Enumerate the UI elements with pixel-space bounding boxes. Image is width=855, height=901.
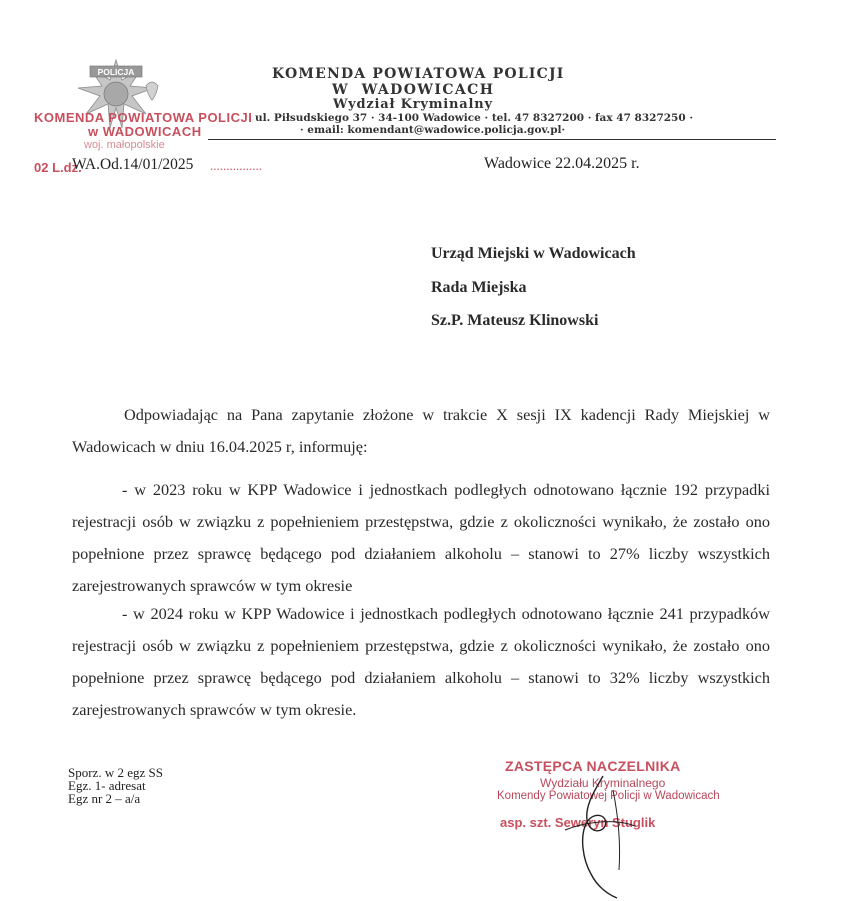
- body-item-2024: - w 2024 roku w KPP Wadowice i jednostkach podległych odnotowano łącznie 241 przypadków rejestracji osób w związku z popełnieniem przestępstwa, gdzie z okoliczności wynikało, że zostało ono popełnione przez sprawcę będącego pod działaniem alkoholu – stanowi to 32% liczby wszystkich zarejestrowanych sprawców w tym okresie.: [72, 604, 770, 719]
- stamp-received-number: 02 L.dz.: [34, 160, 82, 175]
- reference-dots: ................: [210, 158, 262, 173]
- addressee-line-2: Rada Miejska: [431, 279, 527, 296]
- emblem-label: POLICJA: [97, 67, 135, 77]
- header-address: ul. Piłsudskiego 37 · 34-100 Wadowice · tel. 47 8327200 · fax 47 8327250 ·: [255, 112, 693, 124]
- body-intro-paragraph: Odpowiadając na Pana zapytanie złożone w trakcie X sesji IX kadencji Rady Miejskiej w Wadowicach w dniu 16.04.2025 r, informuję:: [72, 405, 770, 456]
- handwritten-signature-icon: [525, 770, 665, 900]
- addressee-line-3: Sz.P. Mateusz Klinowski: [431, 312, 599, 329]
- document-date: Wadowice 22.04.2025 r.: [484, 155, 640, 172]
- header-organization: KOMENDA POWIATOWA POLICJI: [272, 66, 565, 82]
- header-department: Wydział Kryminalny: [333, 97, 493, 112]
- body-item-2023: - w 2023 roku w KPP Wadowice i jednostkach podległych odnotowano łącznie 192 przypadki rejestracji osób w związku z popełnieniem przestępstwa, gdzie z okoliczności wynikało, że zostało ono popełnione przez sprawcę będącego pod działaniem alkoholu – stanowi to 27% liczby wszystkich zarejestrowanych sprawców w tym okresie: [72, 480, 770, 595]
- distribution-line-2: Egz. 1- adresat: [68, 778, 146, 793]
- signature-unit: Komendy Powiatowej Policji w Wadowicach: [497, 790, 720, 802]
- signature-title: ZASTĘPCA NACZELNIKA: [505, 758, 681, 774]
- signature-department: Wydziału Kryminalnego: [540, 776, 666, 790]
- distribution-line-1: Sporz. w 2 egz SS: [68, 765, 163, 780]
- distribution-line-3: Egz nr 2 – a/a: [68, 791, 141, 806]
- header-divider: [208, 139, 776, 140]
- stamp-line-1: KOMENDA POWIATOWA POLICJI: [34, 110, 253, 125]
- header-email: · email: komendant@wadowice.policja.gov.pl·: [300, 124, 566, 136]
- reference-number: WA.Od.14/01/2025: [72, 156, 194, 173]
- addressee-line-1: Urząd Miejski w Wadowicach: [431, 245, 636, 262]
- header-city: W WADOWICACH: [332, 82, 495, 98]
- stamp-line-3: woj. małopolskie: [84, 139, 165, 151]
- signature-name: asp. szt. Seweryn Stuglik: [500, 815, 656, 830]
- stamp-line-2: w WADOWICACH: [88, 124, 202, 139]
